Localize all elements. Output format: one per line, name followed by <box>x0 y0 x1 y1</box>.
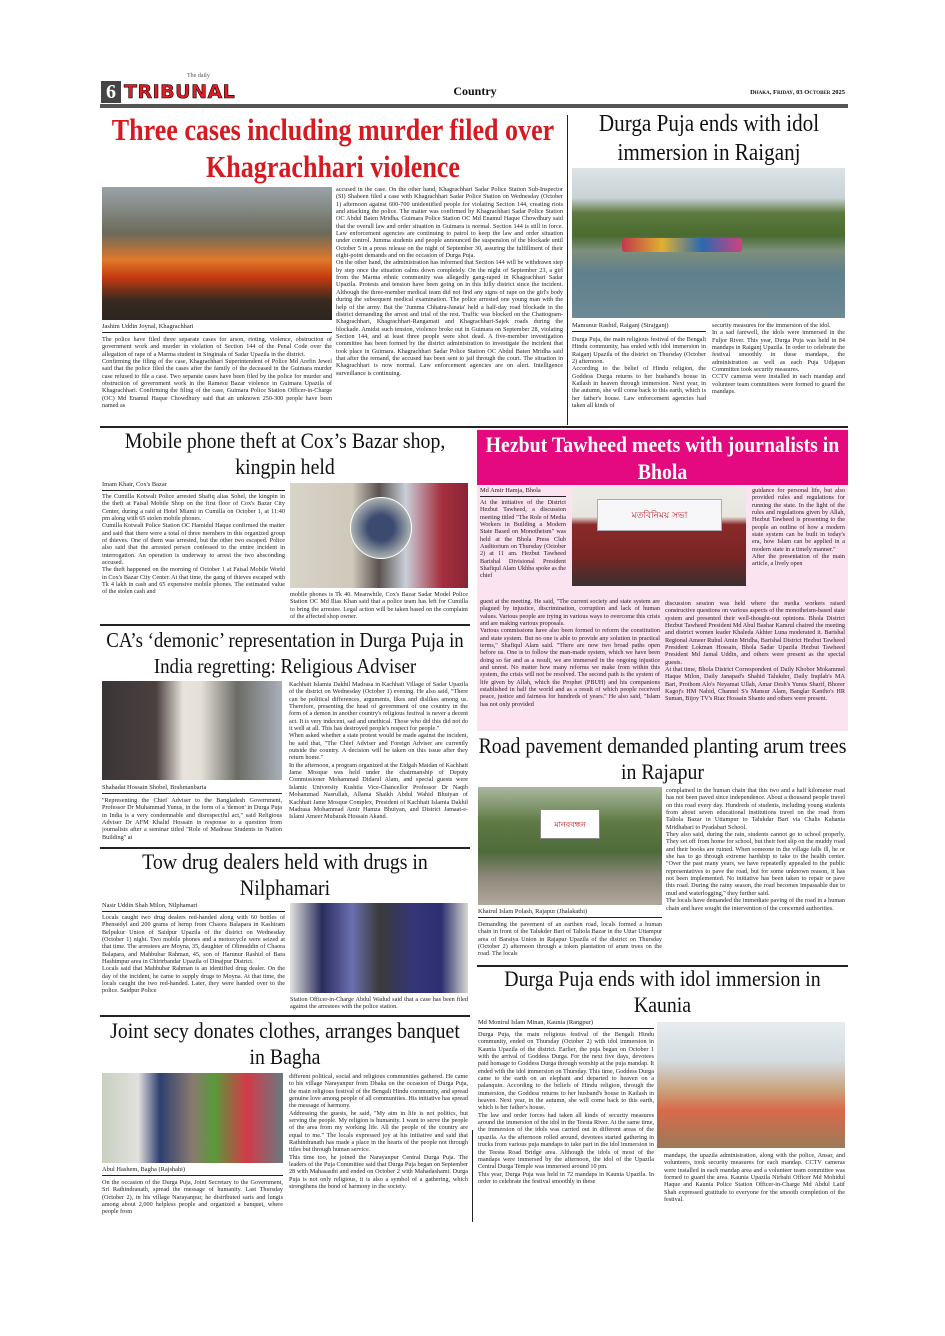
paragraph: CCTV cameras were installed in each mandap and volunteer team committees were formed to guard the mandaps. <box>712 373 845 396</box>
section-title: Country <box>453 84 497 98</box>
header-rule <box>100 104 848 108</box>
article-body <box>478 921 662 963</box>
byline: Nasir Uddin Shah Milon, Nilphamari <box>102 902 285 912</box>
paragraph: mandaps, the upazila administration, along with the police, Ansar, and volunteers, took security measures for each mandap. CCTV cameras were installed in each mandap area and a volunteer team committee was formed to guard the area. Kaunia Upazila Nirbahi Officer Md Mohidul Haque and Kaunia Police Station Officer-in-Charge Md Abdul Latif Shah expressed gratitude to everyone for the smooth completion of the festival. <box>664 1152 845 1204</box>
article-body <box>665 600 845 730</box>
paragraph: After the presentation of the main article, a lively open <box>752 553 845 568</box>
article-body <box>664 1152 845 1222</box>
logo: TRIBUNAL <box>124 81 236 103</box>
photo-arrest <box>290 903 468 993</box>
photo-caption: Khairul Islam Polash, Rajapur (Jhalakathi) <box>478 908 662 918</box>
paragraph: Demanding the pavement of an earthen road, locals formed a human chain in front of the Talukder Bari of Taltola Bazar in the Uttar Uttampur area of Baraiya Union in Rajapur Upazila of the district on Thursday (October 2) afternoon through a token plantation of arum trees on the road. The locals <box>478 921 662 958</box>
headline-kaunia: Durga Puja ends with idol immersion in Kaunia <box>504 966 821 1017</box>
article-body <box>102 336 332 424</box>
paragraph: "Representing the Chief Adviser to the Bangladesh Government, Professor Dr Muhammad Yunus, in the form of a 'demon' in Durga Puja in India is a very condemnable and disrespectful act," said Religious Adviser Dr AFM Khalid Hossain in response to a question from journalists after a seminar titled "Role of Madrasa Students in Nation Building" at <box>102 797 282 841</box>
article-body <box>289 1073 468 1223</box>
paragraph: Durga Puja, the main religious festival of the Bengali Hindu community, ended on Thursday (October 2) with idol immersion in Kaunia Upazila of the district. Earlier, the puja began on October 1 with the arrival of Goddess Durga. For the next five days, devotees paid homage to Goddess Durga through worship at the puja mandap. It ended with the idol immersion on Thursday. This time, Goddess Durga came to the earth on an elephant and departed to heaven on a palanquin. According to the beliefs of Hindu religion, through the immersion, the Goddess returns to her husband's house in Kailash in heaven. Next year, in the autumn, she will come back to this earth, which is her father's house. <box>478 1031 654 1112</box>
paragraph: On the other hand, the administration has informed that Section 144 will be withdrawn step by step once the situation calms down completely. On the night of September 23, a girl from the Marma ethnic community was allegedly gang-raped in Khagrachhari Sadar Upazila. Protests and tension have been going on in this hilly district since the incident. Although the three-member medical team did not find any signs of rape on the girl's body during the subsequent medical examination. The police arrested one young man with the help of the army. But the 'Jumma Chhatra-Janata' held a half-day road blockade in the district demanding the arrest and trial of the rest. Traffic was blocked on the Chattogram-Khagrachhari, Khagrachhari-Rangamati and Khagrachhari-Sajek roads during the blockade. Amidst such tension, violence broke out in Guimara on September 28, violating Section 144, and at least three people were shot dead. A five-member investigation committee has been formed by the district administration to investigate the incident that took place in Guimara. Khagrachhari Sadar Police Station OC Abdul Baten Mridha said that after the remand, the accused has been sent to jail through the court. The situation in Khagrachhari is now normal. Law enforcement agencies are on alert. Intelligence surveillance is continuing. <box>336 259 563 377</box>
photo-caption: Shahadat Hossain Shobel, Brahmanbaria <box>102 784 282 794</box>
issue-date: Dhaka, Friday, 03 October 2025 <box>750 89 845 96</box>
photo-adviser <box>102 681 282 780</box>
article-body <box>572 336 706 424</box>
photo-caption: Jashim Uddin Joynal, Khagrachhari <box>102 323 332 333</box>
paragraph: guest at the meeting. He said, "The current society and state system are plagued by injustice, discrimination, corruption and lack of human values. Various people are trying in various ways to overcome this crisis and are making various proposals. <box>480 598 660 628</box>
paragraph: security measures for the immersion of the idol. <box>712 322 831 329</box>
page-number: 6 <box>101 81 121 103</box>
paragraph: In a sad farewell, the idols were immersed in the Fuljor River. This year, Durga Puja was held in 84 mandaps in Raiganj Upazila. In order to celebrate the festival smoothly in these mandaps, the administration as well as each Puja Udjapan Committee took security measures. <box>712 329 845 374</box>
paragraph: Cumilla Kotwali Police Station OC Hamidul Haque confirmed the matter and said that there were a total of three members in this organized group of thieves. One of them was arrested, but the other two escaped. Police also said that the arrested person confessed to the entire incident in interrogation. An operation is underway to arrest the two absconding accused. <box>102 522 285 567</box>
headline-bagha: Joint secy donates clothes, arranges banquet in Bagha <box>110 1018 460 1069</box>
headline-khagrachhari: Three cases including murder filed over Khagrachhari violence <box>111 112 555 184</box>
headline-raiganj: Durga Puja ends with idol immersion in Raiganj <box>598 111 820 166</box>
paragraph: The Cumilla Kotwali Police arrested Shafiq alias Sohel, the kingpin in the theft at Faisal Mobile Shop on the first floor of Cox's Bazar City Center, during a raid at Hotel Miami in Cumilla on October 1, at 11:40 pm along with 65 stolen mobile phones. <box>102 493 285 523</box>
paragraph: This year, Durga Puja was held in 72 mandaps in Kaunia Upazila. In order to celebrate the festival smoothly in these <box>478 1170 654 1185</box>
logo-tagline: The daily <box>187 73 210 79</box>
paragraph: accused in the case. On the other hand, Khagrachhari Sadar Police Station Sub-Inspector (SI) Shaheen filed a case with Khagrachhari Sadar Police Station on Wednesday (October 1) afternoon against 600-700 unidentified people for violating Section 144, creating riots and attacking the police. The matter was confirmed by Khagrachhari Sadar Police Station OC Abdul Baten Mridha. Guimara Police Station OC Md Enamul Haque Chowdhury said that the overall law and order situation in Guimara is normal. Section 144 is still in force. Law enforcement agencies are continuing to patrol to keep the law and order situation under control. Jumma students and people announced the suspension of the blockade until October 5 in a press release on the night of September 30, assuring the fulfillment of their eight-point demands and on the occasion of Durga Puja. <box>336 186 563 260</box>
article-body <box>102 1179 283 1223</box>
headline-mobile-theft: Mobile phone theft at Cox’s Bazar shop, kingpin held <box>124 428 446 479</box>
photo-river-immersion <box>572 168 845 318</box>
photo-fire <box>102 187 332 320</box>
paragraph: Kachhait Islamia Dakhil Madrasa in Kachhait Village of Sadar Upazila of the district on Wednesday (October 1) evening. He also said, "There can be political differences, arguments, likes and dislikes among us. Therefore, presenting the head of government of one country in the form of a demon in another country's religious festival is never a decent act. It is very indecent, sad and unethical. Those who did this did not do it well at all. This has destroyed people's respect for people." <box>289 681 468 733</box>
paragraph: Various commissions have also been formed to reform the constitution and state system. But no one is able to provide any solution in practical terms," Shafiqul Alam said. "There are now two broad paths open before us. One is to follow the man-made system, which we have been doing so far and as a result, we are immersed in the ongoing injustice and unrest. No matter how many reforms we make from within this system, the crisis will not be resolved. The second path is the system of life given by Allah, which the Prophet (PBUH) and his companions established in half the world and as a result of which people received peace, justice and fairness for hundreds of years." He also said, "Islam has not only provided <box>480 627 660 708</box>
paragraph: Locals caught two drug dealers red-handed along with 60 bottles of Phensedyl and 200 grams of hemp from Chaora Balapara in Kashiram Belpukur Union of Saidpur Upazila of the district on Wednesday (October 1) night. Two mobile phones and a motorcycle were seized at that time. The arrestees are Moyna, 35, daughter of Olimuddin of Chaora Balapara, and Mahbubar Rahman, 45, son of Harunur Rashid of Bara Hashimpur area in Chirirbandar Upazila of Dinajpur District. <box>102 914 285 966</box>
article-body <box>290 996 468 1013</box>
photo-arrestees <box>290 483 468 588</box>
paragraph: different political, social and religious communities gathered. He came to his village Narayanpur from Dhaka on the occasion of Durga Puja, the main religious festival of the Bengali Hindu community, and spread genuine love among people of all communities. His initiative has spread the message of harmony. <box>289 1073 468 1110</box>
paragraph: complained in the human chain that this two and a half kilometer road has not been paved since independence. About a thousand people travel on this road every day. Hundreds of students, including young students from about seven educational institutions travel on the road from Taltola Bazar in Uttampur to Talukdar Bari via Chalis Kahania Mridhabari to Pyadabari School. <box>666 787 845 831</box>
headline-road-pavement: Road pavement demanded planting arum trees in Rajapur <box>478 733 847 784</box>
article-body <box>290 591 468 623</box>
article-body <box>480 598 660 730</box>
byline: Imam Khair, Cox's Bazar <box>102 481 285 491</box>
byline: Md Monirul Islam Minan, Kaunia (Rangpur) <box>478 1019 654 1029</box>
masthead <box>101 73 251 104</box>
photo-caption: Abul Hashem, Bagha (Rajshahi) <box>102 1166 283 1176</box>
photo-kaunia-immersion <box>657 1022 845 1148</box>
headline-drug-dealers: Tow drug dealers held with drugs in Nilphamari <box>142 849 428 900</box>
photo-meeting <box>572 487 746 586</box>
paragraph: Station Officer-in-Charge Abdul Wadud said that a case has been filed against the arrestees with the police station. <box>290 996 468 1011</box>
boat <box>622 238 742 252</box>
photo-human-chain <box>478 787 662 905</box>
banner-text: মানববন্ধন <box>554 820 586 829</box>
paragraph: They also said, during the rain, students cannot go to school properly. They set off from home for school, but their feet slip on the muddy road and their books are ruined. When someone in the village falls ill, he or she has to go through extreme hardship to take to the health center. "Over the past many years, we have repeatedly appealed to the public representatives to pave the road, but for some unknown reason, it has not been implemented. No initiative has been taken to repair or pave this road. During the rainy season, the road becomes impassable due to mud and waterlogging," they further said. <box>666 831 845 897</box>
paragraph: On the occasion of the Durga Puja, Joint Secretary to the Government, Sri Rathindranath, spread the message of humanity. Last Thursday (October 2), in his village Narayanpur, he distributed saris and lungis among about 2,000 helpless people and organized a banquet, where people from <box>102 1179 283 1216</box>
paragraph: Durga Puja, the main religious festival of the Bengali Hindu community, has ended with idol immersion in Raiganj Upazila of the district on Thursday (October 2) afternoon. <box>572 336 706 366</box>
paragraph: Addressing the guests, he said, "My aim in life is not politics, but serving the people. My religion is humanity. I want to serve the people of the area from my working life. All the people of the country are equal to me." The locals expressed joy at his initiative and said that Rathindranath has made a place in the hearts of the people not through titles but through human service. <box>289 1109 468 1154</box>
article-body <box>752 487 845 598</box>
protest-banner <box>540 809 600 839</box>
paragraph: The police have filed three separate cases for arson, rioting, violence, obstruction of government work and murder in violation of Section 144 of the Penal Code over the allegation of rape of a Marma student in Singinala of Sadar Upazila in the district. <box>102 336 332 358</box>
paragraph: The theft happened on the morning of October 1 at Faisal Mobile World in Cox's Bazar City Center. At that time, the gang of thieves escaped with Tk 4 lakh in cash and 65 expensive mobile phones. The estimated value of the stolen cash and <box>102 566 285 596</box>
article-body <box>666 787 845 963</box>
paragraph: mobile phones is Tk 40. Meanwhile, Cox's Bazar Sadar Model Police Station OC Md Ilias Khan said that a police team has left for Cumilla to bring the arrestee. Legal action will be taken based on the complaint of the affected shop owner. <box>290 591 468 621</box>
headline-ca-demonic: CA’s ‘demonic’ representation in Durga Puja in India regretting: Religious Adviser <box>106 628 464 678</box>
section-rule <box>100 624 470 626</box>
section-rule <box>100 1015 470 1017</box>
paragraph: According to the belief of Hindu religion, the Goddess Durga returns to her husband's house in Kailash in heaven through immersion. Next year, in the autumn, she will come back to this earth, which is her father's house. Law enforcement agencies had taken all kinds of <box>572 365 706 410</box>
article-body <box>712 322 845 424</box>
paragraph: The locals have demanded the immediate paving of the road in a human chain and have sought the intervention of the concerned authorities. <box>666 897 845 912</box>
byline: Md Amir Hamja, Bhola <box>480 487 566 497</box>
article-body <box>102 493 285 623</box>
meeting-banner <box>597 499 722 531</box>
article-body <box>102 914 285 1013</box>
article-body <box>480 499 566 596</box>
article-body <box>478 1031 654 1223</box>
photo-donation <box>102 1073 283 1163</box>
article-body <box>336 186 563 424</box>
paragraph: When asked whether a state protest would be made against the incident, he said that, "The Chief Adviser and Foreign Adviser are currently outside the country. A decision will be taken on this issue after they return home." <box>289 732 468 762</box>
paragraph: The law and order forces had taken all kinds of security measures around the immersion of the idol in the Teesta River. At the same time, the immersion of the idols was carried out in different areas of the upazila. As the afternoon rolled around, devotees started gathering in trucks from various puja mandaps to take part in the idol immersion in the Teesta Road Bridge area. Although the idols of most of the mandaps were immersed by the afternoon, the idol of the Upazila Central Durga Temple was immersed around 10 pm. <box>478 1111 654 1171</box>
paragraph: At the initiative of the District Hezbut Tawheed, a discussion meeting titled "The Role of Media Workers in Building a Modern State Based on Monotheism" was held at the Bhola Press Club Auditorium on Thursday (October 2) at 11 am. Hezbut Tawheed Barishal Divisional President Shafiqul Alam Ukhba spoke as the chief <box>480 499 566 580</box>
paragraph: guidance for personal life, but also provided rules and regulations for running the state. In the light of the rules and regulations given by Allah, Hezbut Tawheed is presenting to the people an outline of how a modern state system can be built in today's era, how Islam can be applied in a modern state in a timely manner." <box>752 487 845 553</box>
paragraph: This time too, he joined the Narayanpur Central Durga Puja. The leaders of the Puja Committee said that Durga Puja began on September 28 with Mahasasthi and ended on October 2 with Mahadashami. Durga Puja is not only religious, it is also a symbol of a gathering, which strengthens the bond of harmony in the society. <box>289 1153 468 1191</box>
paragraph: discussion session was held where the media workers raised constructive questions on various aspects of the monotheism-based state system and presented their well-thought-out opinions. Bhola District Hezbut Tawheed President Md Abul Bashar Kamrul chaired the meeting and district women leader Khaleda Akhter Luna moderated it. Barishal Regional Ameer Ruhul Amin Mridha, Barishal District Hezbut Tawheed President Lokman Hossain, Bhola Sadar Upazila Hezbut Tawheed President Md Jamal Uddin, and others were present as the special guests. <box>665 600 845 666</box>
column-divider <box>472 1130 473 1222</box>
article-body <box>102 797 282 845</box>
column-divider <box>567 115 568 425</box>
paragraph: At that time, Bhola District Correspondent of Daily Khobor Mokammel Haque Milon, Daily Janapad's Shahid Talukder, Daily Inqilab's MA Bari, Prothom Alo's Neyamat Ullah, Amar Desh's Yunus Sharif, Bhorer Kagoj's HM Nahid, Channel S's Mansur Alam, Banglar Kantho's HR Suman, Bijoy TV's Riaz Hossain Shanto and others were present. <box>665 666 845 703</box>
headline-hezbut: Hezbut Tawheed meets with journalists in Bhola <box>485 432 840 484</box>
article-body <box>289 681 468 846</box>
inset-photo <box>350 497 412 559</box>
paragraph: In the afternoon, a program organized at the Eidgah Maidan of Kachhait Jame Mosque was held under the chairmanship of Deputy Commissioner Mohammad Didarul Alam, and special guests were Islamic University Kushtia Vice-Chancellor Professor Dr Naqib Mohammad Nasrullah, Allama Shaikh Abdul Wahid Bhuiyan of Kachhait Jame Mosque Complex, President of Kachhait Islamia Dakhil Madrasa Mohammad Amir Hamza Bhuiyan, and District Jamaat-e-Islami Ameer Mubarak Hossain Akand. <box>289 761 468 821</box>
banner-text: মতবিনিময় সভা <box>631 511 688 521</box>
paragraph: Locals said that Mahbubar Rahman is an identified drug dealer. On the day of the incident, he came to supply drugs to Moyna. At that time, the locals caught the two red-handed. Later, they were handed over to the police. Saidpur Police <box>102 965 285 995</box>
paragraph: Confirming the filing of the case, Khagrachhari Superintendent of Police Md Arefin Jewel said that the police filed the cases after the family of the deceased in the Guimara murder case refused to file a case. Two separate cases have been filed by the police for murder and obstruction of government work in the Ramesu Bazar violence in Guimara Upazila of Khagrachhari. Confirming the filing of the case, Guimara Police Station Officer-in-Charge (OC) Md Enamul Haque Chowdhury said that an unknown 250-300 people have been named as <box>102 358 332 410</box>
photo-caption: Mamunur Rashid, Raiganj (Sirajganj) <box>572 322 706 332</box>
